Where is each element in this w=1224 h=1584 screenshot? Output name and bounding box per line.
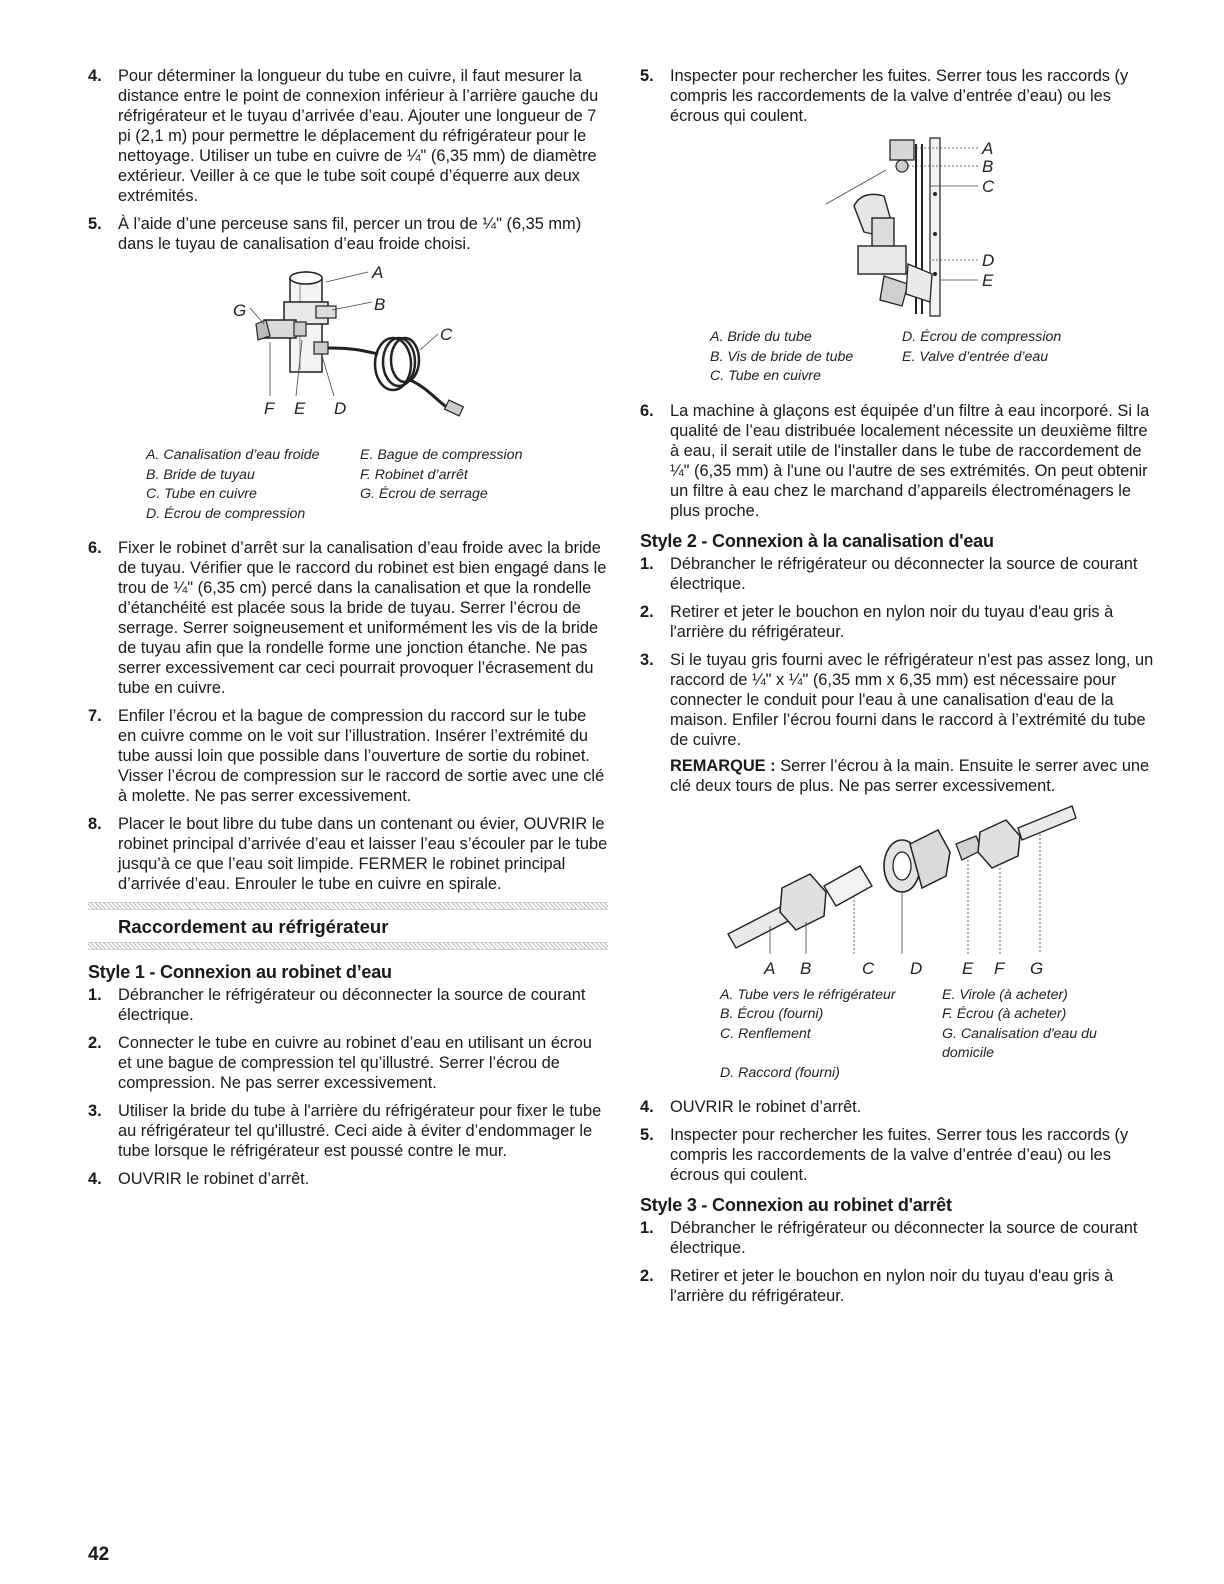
fitting-label-row [640,954,1160,982]
right-column [640,66,1160,1314]
figure-legend: A. Canalisation d’eau froide E. Bague de compression B. Bride de tuyau F. Robinet d’arrêt C. Tube en cuivre G. Écrou de serrage D. Écrou de compression [146,447,523,522]
list-item: 6. Fixer le robinet d’arrêt sur la canalisation d’eau froide avec la bride de tuyau. Vérifier que le raccord du robinet est bien engagé dans le trou de ¼" (6,35 cm) percé dans la canalisation et que la rondelle d’étanchéité est placée sous la bride de tuyau. Serrer l’écrou de serrage. Serrer soigneusement et uniformément les vis de la bride de tuyau afin que la rondelle forme une jonction étanche. Ne pas serrer excessivement car ceci pourrait provoquer l’écrasement du tube en cuivre. [88,539,607,697]
section-title: Raccordement au réfrigérateur [118,916,389,937]
list-item: 4. Pour déterminer la longueur du tube en cuivre, il faut mesurer la distance entre le point de connexion inférieur à l’arrière gauche du réfrigérateur et le tuyau d’arrivée d’eau. Ajouter une longueur de 7 pi (2,1 m) pour permettre le déplacement du réfrigérateur pour le nettoyage. Utiliser un tube en cuivre de ¼" (6,35 mm) de diamètre extérieur. Veiller à ce que le tube soit coupé d’équerre aux deux extrémités. [88,67,599,205]
steps-list [88,985,608,1189]
list-item: 3. Si le tuyau gris fourni avec le réfrigérateur n'est pas assez long, un raccord de ¼" x ¼" (6,35 mm x 6,35 mm) est nécessaire pour connecter le conduit pour l'eau à une canalisation d'eau de la maison. Enfiler l’écrou fourni dans le raccord à l’extrémité du tube de cuivre. REMARQUE : Serrer l’écrou à la main. Ensuite le serrer avec une clé deux tours de plus. Ne pas serrer excessivement. [640,650,1160,796]
style3-heading: Style 3 - Connexion au robinet d'arrêt [640,1195,952,1215]
list-item: 5. À l’aide d’une perceuse sans fil, percer un trou de ¼" (6,35 mm) dans le tuyau de canalisation d’eau froide choisi. [88,215,582,253]
style1-heading: Style 1 - Connexion au robinet d’eau [88,962,392,982]
figure-inlet-valve [640,134,1160,324]
list-item: 6. La machine à glaçons est équipée d’un filtre à eau incorporé. Si la qualité de l’eau distribuée localement nécessite un deuxième filtre à eau, il serait utile de l'installer dans le tube de raccordement de ¼" (6,35 mm) à l'une ou l'autre de ses extrémités. On peut obtenir un filtre à eau chez le marchand d’appareils électroménagers le plus proche. [640,401,1150,520]
inlet-valve-illustration [640,134,1160,324]
figure-shutoff-valve [88,262,608,442]
fitting-illustration [640,804,1160,954]
figure-legend: A. Tube vers le réfrigérateur E. Virole (à acheter) B. Écrou (fourni) F. Écrou (à acheter) C. Renflement G. Canalisation d'eau du domicile D. Raccord (fourni) [720,986,1097,1081]
note-label: REMARQUE : [670,756,776,775]
steps-list [640,554,1160,796]
list-item: 2. Retirer et jeter le bouchon en nylon noir du tuyau d'eau gris à l'arrière du réfrigérateur. [640,1267,1114,1305]
list-item: 1. Débrancher le réfrigérateur ou déconnecter la source de courant électrique. [640,1219,1138,1257]
figure-label-b: B [374,295,386,314]
list-item: 7. Enfiler l’écrou et la bague de compression du raccord sur le tube en cuivre comme on le voit sur l’illustration. Insérer l’extrémité du tube aussi loin que possible dans l’ouverture de sortie du robinet. Visser l’écrou de compression sur le raccord de sortie avec une clé à molette. Ne pas serrer excessivement. [88,707,605,805]
figure-label-c: C [982,177,995,196]
figure-label-e: E [982,271,994,290]
list-item: 4. OUVRIR le robinet d’arrêt. [640,1098,862,1116]
figure-fitting [640,804,1160,982]
list-item: 1. Débrancher le réfrigérateur ou déconnecter la source de courant électrique. [88,986,586,1024]
figure-label-c: C [862,958,875,978]
list-item: 8. Placer le bout libre du tube dans un contenant ou évier, OUVRIR le robinet principal d’arrivée d’eau et laisser l’eau s’écouler par le tube jusqu’à ce que l’eau soit limpide. FERMER le robinet principal d’arrivée d’eau. Enrouler le tube en cuivre en spirale. [88,815,608,893]
figure-label-d: D [910,958,923,978]
figure-label-e: E [294,399,306,418]
figure-legend: A. Bride du tube D. Écrou de compression B. Vis de bride de tube E. Valve d’entrée d’eau C. Tube en cuivre [710,329,1062,384]
list-item: 1. Débrancher le réfrigérateur ou déconnecter la source de courant électrique. [640,554,1138,593]
list-item: 5. Inspecter pour rechercher les fuites. Serrer tous les raccords (y compris les raccordements de la valve d’entrée d’eau) ou les écrous qui coulent. [640,1126,1129,1184]
list-item: 2. Connecter le tube en cuivre au robinet d’eau en utilisant un écrou et une bague de compression tel qu’illustré. Serrer l’écrou de compression. Ne pas serrer excessivement. [88,1034,592,1092]
figure-label-a: A [372,263,384,282]
figure-label-g: G [233,301,247,320]
figure-label-g: G [1030,958,1044,978]
section-header [88,902,608,950]
figure-label-b: B [800,958,812,978]
steps-list [88,538,608,894]
style2-heading: Style 2 - Connexion à la canalisation d'eau [640,530,994,551]
figure-label-a: A [764,958,776,978]
shutoff-valve-illustration [88,262,608,442]
steps-list [640,1097,1160,1185]
figure-label-f: F [264,399,275,418]
figure-label-d: D [982,251,995,270]
list-item: 5. Inspecter pour rechercher les fuites. Serrer tous les raccords (y compris les raccordements de la valve d’entrée d’eau) ou les écrous qui coulent. [640,67,1129,125]
figure-label-e: E [962,958,974,978]
note-block: REMARQUE : Serrer l’écrou à la main. Ensuite le serrer avec une clé deux tours de plus. Ne pas serrer excessivement. [670,756,1150,795]
figure-label-d: D [334,399,347,418]
page-number: 42 [88,1544,110,1565]
list-item: 3. Utiliser la bride du tube à l'arrière du réfrigérateur pour fixer le tube au réfrigérateur tel qu'illustré. Ceci aide à éviter d’endommager le tube lorsque le réfrigérateur est poussé contre le mur. [88,1102,602,1160]
figure-label-c: C [440,325,453,344]
list-item: 4. OUVRIR le robinet d’arrêt. [88,1170,310,1188]
section-divider [88,902,608,910]
steps-list [640,1218,1160,1306]
left-column [88,66,608,1197]
figure-label-f: F [994,958,1005,978]
list-item: 2. Retirer et jeter le bouchon en nylon noir du tuyau d'eau gris à l'arrière du réfrigérateur. [640,602,1114,641]
figure-label-b: B [982,157,994,176]
section-divider [88,942,608,950]
steps-list [640,401,1160,521]
steps-list [88,66,608,254]
steps-list [640,66,1160,126]
figure-label-a: A [982,139,994,158]
